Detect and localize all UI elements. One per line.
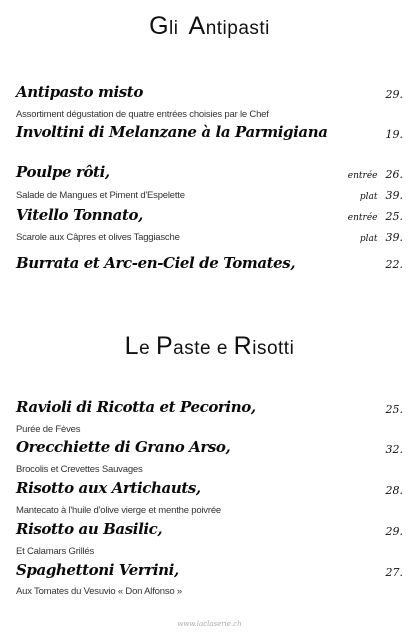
title-letter: R: [233, 332, 253, 360]
section-title-antipasti: [0, 12, 419, 41]
menu-item-price-plat: [360, 189, 403, 202]
title-text: isotti: [252, 338, 295, 359]
title-letter: G: [149, 12, 170, 40]
menu-item-name: Antipasto misto: [16, 83, 143, 101]
price-value: 39.: [385, 189, 403, 202]
menu-item-price: 22.: [385, 258, 403, 271]
title-letter: P: [155, 332, 174, 360]
menu-item-price-entree: [348, 168, 403, 181]
menu-item-price: 29.: [385, 88, 403, 101]
title-text: ntipasti: [205, 18, 270, 39]
menu-item-description: Purée de Fèves: [16, 424, 81, 435]
menu-item-price-plat: [360, 231, 403, 244]
menu-item-price: 25.: [385, 403, 403, 416]
menu-item-price: 27.: [385, 566, 403, 579]
section-title-paste-risotti: [0, 332, 419, 361]
menu-item-price: 29.: [385, 525, 403, 538]
menu-item-price: 28.: [385, 484, 403, 497]
price-value: 25.: [385, 210, 403, 223]
title-text: e: [139, 338, 156, 359]
price-value: 26.: [385, 168, 403, 181]
menu-item-name: Risotto au Basilic,: [16, 520, 163, 538]
menu-item-name: Vitello Tonnato,: [16, 206, 143, 224]
menu-item-price: 32.: [385, 443, 403, 456]
price-value: 39.: [385, 231, 403, 244]
price-label: entrée: [347, 213, 378, 223]
footer-website: www.laclaserie.ch: [177, 620, 242, 628]
menu-item-name: Poulpe rôti,: [16, 163, 110, 181]
menu-item-name: Risotto aux Artichauts,: [16, 479, 201, 497]
menu-item-name: Spaghettoni Verrini,: [16, 561, 179, 579]
menu-item-price: 19.: [385, 128, 403, 141]
price-label: plat: [359, 192, 378, 202]
menu-item-description: Brocolis et Crevettes Sauvages: [16, 464, 143, 475]
price-label: plat: [359, 234, 378, 244]
menu-item-description: Aux Tomates du Vesuvio « Don Alfonso »: [16, 586, 182, 597]
title-letter: A: [188, 12, 206, 40]
menu-item-description: Mantecato à l'huile d'olive vierge et menthe poivrée: [16, 505, 221, 516]
menu-item-description: Assortiment dégustation de quatre entrées choisies par le Chef: [16, 109, 269, 120]
menu-item-price-entree: [348, 210, 403, 223]
menu-item-name: Involtini di Melanzane à la Parmigiana: [16, 123, 328, 141]
menu-item-description: Salade de Mangues et Piment d'Espelette: [16, 190, 185, 201]
price-label: entrée: [347, 171, 378, 181]
title-text: li: [169, 18, 179, 39]
menu-item-name: Orecchiette di Grano Arso,: [16, 438, 231, 456]
menu-item-name: Ravioli di Ricotta et Pecorino,: [16, 398, 256, 416]
menu-item-name: Burrata et Arc-en-Ciel de Tomates,: [16, 254, 296, 272]
title-text: aste e: [173, 338, 234, 359]
title-letter: L: [124, 332, 140, 360]
menu-item-description: Scarole aux Câpres et olives Taggiasche: [16, 232, 180, 243]
menu-item-description: Et Calamars Grillés: [16, 546, 95, 557]
